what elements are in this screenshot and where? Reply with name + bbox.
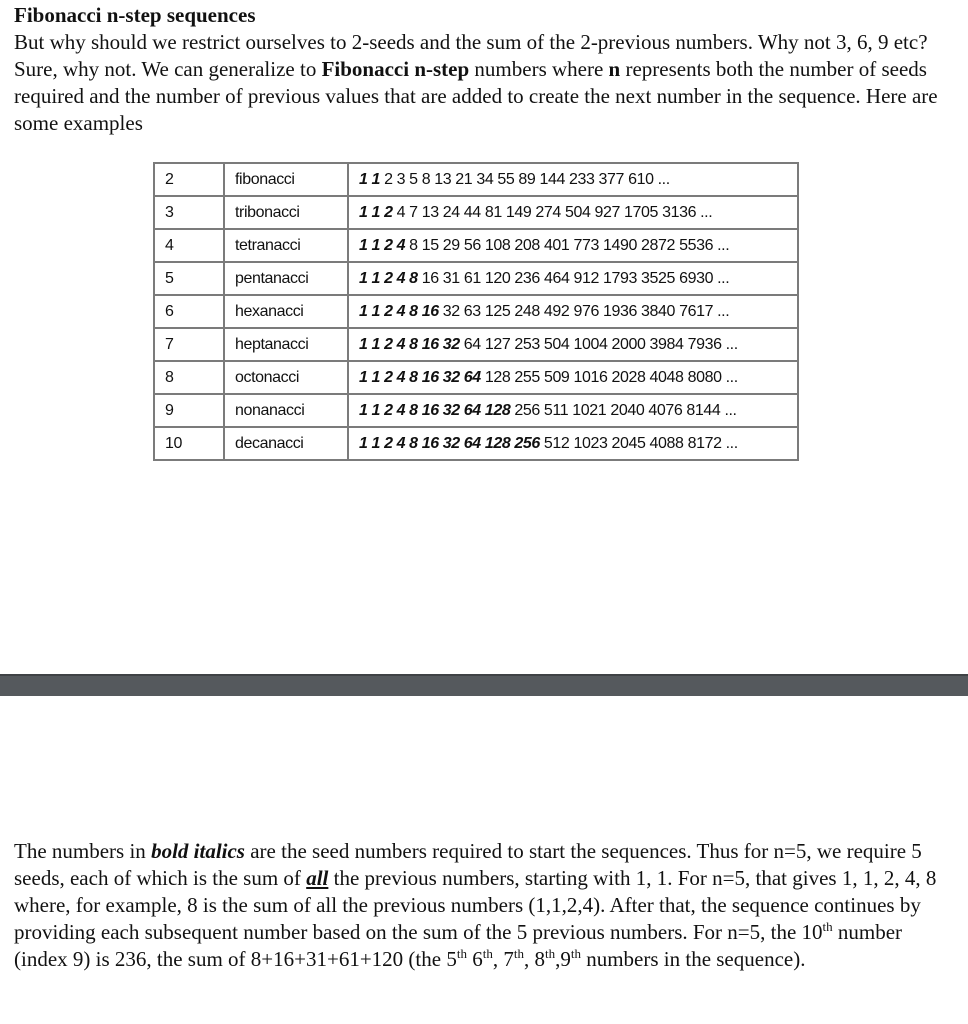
intro-section — [14, 2, 954, 137]
sequence-continuation: 256 511 1021 2040 4076 8144 ... — [510, 401, 737, 419]
sequence-table — [153, 162, 799, 461]
ordinal-suffix: th — [544, 946, 556, 961]
cell-n: 6 — [154, 295, 224, 328]
sequence-continuation: 512 1023 2045 4088 8172 ... — [539, 434, 738, 452]
seed-numbers: 1 1 2 4 8 — [359, 269, 418, 287]
ordinal-suffix: th — [570, 946, 581, 961]
cell-n: 7 — [154, 328, 224, 361]
table-row — [154, 295, 798, 328]
seed-numbers: 1 1 2 — [359, 203, 393, 221]
cell-n: 10 — [154, 427, 224, 460]
intro-text-a: But why should we restrict ourselves to 2-seeds and the sum of the 2-previous numbers. Why not 3, 6, 9 etc? Sure, why not. We can generalize to — [14, 30, 928, 81]
page-divider — [0, 674, 968, 696]
table-row — [154, 163, 798, 196]
intro-text-c: represents both the number of seeds required and the number of previous values that are added to create the next number in the sequence. Here are some examples — [14, 57, 938, 135]
cell-name: hexanacci — [224, 295, 348, 328]
ordinal-suffix: th — [482, 946, 493, 961]
sequence-continuation: 64 127 253 504 1004 2000 3984 7936 ... — [459, 335, 738, 353]
cell-name: octonacci — [224, 361, 348, 394]
seed-numbers: 1 1 2 4 8 16 — [359, 302, 439, 320]
sequence-continuation: 32 63 125 248 492 976 1936 3840 7617 ... — [438, 302, 730, 320]
explanation-text: , 7 — [492, 947, 514, 971]
explanation-text: 6 — [466, 947, 483, 971]
intro-text-b: numbers where — [469, 57, 609, 81]
explanation-text: The numbers in — [14, 839, 152, 863]
explanation-text: , 8 — [523, 947, 545, 971]
ordinal-suffix: th — [822, 919, 833, 934]
sequence-continuation: 16 31 61 120 236 464 912 1793 3525 6930 ... — [417, 269, 730, 287]
sequence-continuation: 8 15 29 56 108 208 401 773 1490 2872 5536 ... — [405, 236, 730, 254]
cell-name: tribonacci — [224, 196, 348, 229]
cell-n: 5 — [154, 262, 224, 295]
sequence-continuation: 2 3 5 8 13 21 34 55 89 144 233 377 610 ... — [380, 170, 670, 188]
cell-name: decanacci — [224, 427, 348, 460]
explanation-text: ,9 — [555, 947, 571, 971]
table-row — [154, 196, 798, 229]
seed-numbers: 1 1 2 4 8 16 32 64 — [359, 368, 481, 386]
explanation-section — [14, 838, 959, 973]
cell-n: 2 — [154, 163, 224, 196]
cell-sequence — [348, 295, 798, 328]
cell-name: fibonacci — [224, 163, 348, 196]
sequence-continuation: 4 7 13 24 44 81 149 274 504 927 1705 3136 ... — [392, 203, 713, 221]
cell-sequence — [348, 394, 798, 427]
section-heading: Fibonacci n-step sequences — [14, 3, 256, 27]
cell-sequence — [348, 262, 798, 295]
table-row — [154, 229, 798, 262]
cell-name: tetranacci — [224, 229, 348, 262]
table-row — [154, 262, 798, 295]
cell-n: 8 — [154, 361, 224, 394]
table-row — [154, 361, 798, 394]
intro-bold-term: Fibonacci n-step — [321, 57, 470, 81]
cell-name: pentanacci — [224, 262, 348, 295]
ordinal-suffix: th — [456, 946, 467, 961]
cell-n: 9 — [154, 394, 224, 427]
explanation-text: number (index 9) is 236, the sum of 8+16+31+61+120 (the 5 — [14, 920, 903, 971]
cell-name: nonanacci — [224, 394, 348, 427]
cell-sequence — [348, 427, 798, 460]
cell-sequence — [348, 163, 798, 196]
intro-paragraph — [14, 29, 954, 137]
cell-name: heptanacci — [224, 328, 348, 361]
all-emphasis: all — [306, 866, 329, 890]
cell-n: 4 — [154, 229, 224, 262]
seed-numbers: 1 1 2 4 8 16 32 64 128 — [359, 401, 511, 419]
explanation-text: are the seed numbers required to start the sequences. Thus for n=5, we require 5 seeds, each of which is the sum of — [14, 839, 922, 890]
explanation-paragraph — [14, 838, 959, 973]
cell-sequence — [348, 328, 798, 361]
bold-italics-term: bold italics — [151, 839, 245, 863]
table-row — [154, 427, 798, 460]
table-row — [154, 394, 798, 427]
sequence-continuation: 128 255 509 1016 2028 4048 8080 ... — [480, 368, 738, 386]
cell-sequence — [348, 196, 798, 229]
seed-numbers: 1 1 — [359, 170, 381, 188]
seed-numbers: 1 1 2 4 8 16 32 64 128 256 — [359, 434, 540, 452]
seed-numbers: 1 1 2 4 — [359, 236, 406, 254]
table-row — [154, 328, 798, 361]
seed-numbers: 1 1 2 4 8 16 32 — [359, 335, 460, 353]
explanation-text: numbers in the sequence). — [580, 947, 806, 971]
cell-n: 3 — [154, 196, 224, 229]
intro-bold-n: n — [608, 57, 621, 81]
explanation-text: the previous numbers, starting with 1, 1. For n=5, that gives 1, 1, 2, 4, 8 where, for example, 8 is the sum of all the previous numbers (1,1,2,4). After that, the sequence continues by providing each subsequent number based on the sum of the 5 previous numbers. For n=5, the 10 — [14, 866, 937, 944]
ordinal-suffix: th — [513, 946, 524, 961]
cell-sequence — [348, 361, 798, 394]
cell-sequence — [348, 229, 798, 262]
